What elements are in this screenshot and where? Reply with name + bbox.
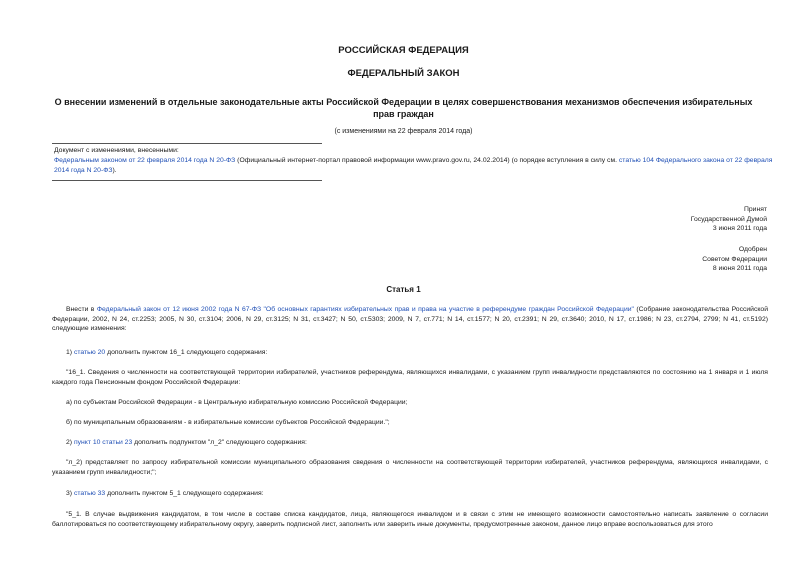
item-1 [52,348,768,358]
item-3 [52,489,768,499]
divider-bottom [52,180,322,181]
item-2-text: дополнить подпунктом "л_2" следующего содержания: [132,439,307,446]
amendments-text [54,156,774,175]
article-23-link[interactable]: пункт 10 статьи 23 [73,439,133,446]
sub-item-b: б) по муниципальным образованиям - в избирательные комиссии субъектов Российской Федерации."; [66,419,390,426]
council-label: Советом Федерации [702,255,767,263]
council-date: 8 июня 2011 года [712,265,767,272]
law-title: О внесении изменений в отдельные законодательные акты Российской Федерации в целях совершенствования механизмов обеспечения избирательных прав граждан [54,97,753,119]
quote-5-1: "5_1. В случае выдвижения кандидатом, в том числе в составе списка кандидатов, лица, являющегося инвалидом и в связи с этим не имеющего возможности самостоятельно написать заявление о согласии баллотироваться по соответствующему избирательному округу, заверить подписной лист, заполнить или заверить иные документы, предусмотренные законом, данное лицо вправе воспользоваться для этого [52,511,768,528]
amendment-link-law[interactable]: Федеральным законом от 22 февраля 2014 года N 20-ФЗ [54,157,236,164]
adopted-label: Принят [743,206,767,213]
item-1-number: 1) [66,349,74,356]
article-33-link[interactable]: статью 33 [73,490,106,497]
quote-16-1: "16_1. Сведения о численности на соответствующей территории избирателей, участников референдума, являющихся инвалидами, с указанием групп инвалидности представляются по состоянию на 1 января и 1 июля каждого года Пенсионным фондом Российской Федерации: [52,369,768,386]
amendments-label: Документ с изменениями, внесенными: [54,147,179,154]
item-3-number: 3) [66,490,74,497]
amendments-text-1: (Официальный интернет-портал правовой информации www.pravo.gov.ru, 24.02.2014) (о порядке вступления в силу см. [235,157,619,164]
adoption-block-duma [567,205,767,234]
item-2-number: 2) [66,439,74,446]
item-1-text: дополнить пунктом 16_1 следующего содержания: [105,349,268,356]
law-67-link[interactable]: Федеральный закон от 12 июня 2002 года N 67-ФЗ "Об основных гарантиях избирательных прав и права на участие в референдуме граждан Российской Федерации" [96,306,634,313]
intro-post-text: (Собрание законодательства Российской Федерации, 2002, N 24, ст.2253; 2005, N 30, ст.3104; 2006, N 29, ст.3125; N 31, ст.3427; N 50, ст.5303; 2009, N 7, ст.771; N 14, ст.1577; N 20, ст.2391; N 29, ст.3640; 2010, N 17, ст.1986; N 23, ст.2794, 2799; N 41, ст.5192) следующие изменения: [52,306,769,333]
law-type-heading: ФЕДЕРАЛЬНЫЙ ЗАКОН [347,68,460,79]
duma-label: Государственной Думой [690,215,767,223]
article-intro [52,305,768,334]
adoption-block-council [567,245,767,274]
quote-l-2: "л_2) представляет по запросу избирательной комиссии муниципального образования сведения о численности на соответствующей территории избирателей, участников референдума, являющихся инвалидами, с указанием групп инвалидности;"; [52,459,768,476]
approved-label: Одобрен [738,246,767,253]
article-20-link[interactable]: статью 20 [73,349,106,356]
edition-note: (с изменениями на 22 февраля 2014 года) [334,128,473,135]
intro-pre-text: Внести в [66,306,97,313]
divider-top [52,143,322,144]
item-2 [52,438,768,448]
amendment-link-article[interactable]: статью 104 Федерального закона от 22 февраля 2014 года N 20-ФЗ [54,157,773,174]
item-3-text: дополнить пунктом 5_1 следующего содержания: [105,490,264,497]
article-heading: Статья 1 [386,285,421,294]
amendments-text-2: ). [112,166,117,174]
sub-item-a: а) по субъектам Российской Федерации - в Центральную избирательную комиссию Российской Федерации; [66,399,408,406]
duma-date: 3 июня 2011 года [712,225,767,232]
country-heading: РОССИЙСКАЯ ФЕДЕРАЦИЯ [338,45,469,56]
